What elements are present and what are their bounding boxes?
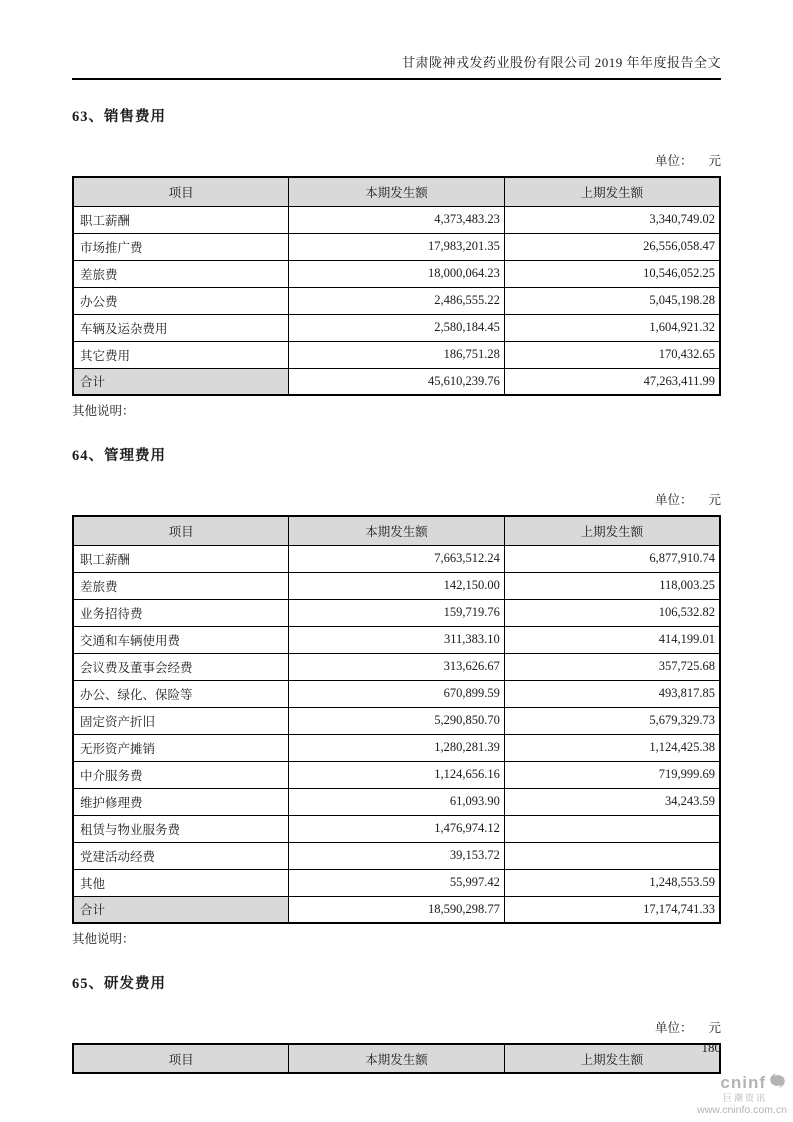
cninfo-brand-text: cninf	[720, 1072, 766, 1092]
expense-table	[72, 515, 721, 924]
expense-table-head	[73, 1044, 720, 1073]
current-period-cell: 670,899.59	[289, 680, 505, 707]
item-cell: 维护修理费	[73, 788, 289, 815]
prior-period-cell	[504, 815, 720, 842]
item-cell: 车辆及运杂费用	[73, 314, 289, 341]
column-header-2: 本期发生额	[289, 1044, 505, 1073]
prior-period-cell: 170,432.65	[504, 341, 720, 368]
section-heading: 64、管理费用	[72, 448, 166, 464]
prior-period-cell: 5,045,198.28	[504, 287, 720, 314]
prior-period-cell: 414,199.01	[504, 626, 720, 653]
unit-label: 单位：	[654, 154, 693, 168]
item-cell: 差旅费	[73, 260, 289, 287]
item-cell: 合计	[73, 368, 289, 395]
expense-table-body	[73, 206, 720, 395]
prior-period-cell: 6,877,910.74	[504, 545, 720, 572]
item-cell: 中介服务费	[73, 761, 289, 788]
section-2	[72, 444, 721, 947]
current-period-cell: 4,373,483.23	[289, 206, 505, 233]
item-cell: 市场推广费	[73, 233, 289, 260]
current-period-cell: 159,719.76	[289, 599, 505, 626]
expense-table-head	[73, 177, 720, 206]
table-row	[73, 815, 720, 842]
table-row	[73, 707, 720, 734]
table-row	[73, 260, 720, 287]
prior-period-cell: 1,604,921.32	[504, 314, 720, 341]
expense-table-head	[73, 516, 720, 545]
unit-value: 元	[708, 154, 721, 168]
cninfo-url: www.cninfo.com.cn	[697, 1104, 787, 1117]
current-period-cell: 18,000,064.23	[289, 260, 505, 287]
current-period-cell: 142,150.00	[289, 572, 505, 599]
current-period-cell: 313,626.67	[289, 653, 505, 680]
prior-period-cell: 1,248,553.59	[504, 869, 720, 896]
table-row	[73, 287, 720, 314]
header-row	[73, 177, 720, 206]
expense-table	[72, 176, 721, 396]
current-period-cell: 186,751.28	[289, 341, 505, 368]
column-header-1: 项目	[73, 516, 289, 545]
cninfo-swirl-icon	[768, 1072, 787, 1094]
item-cell: 职工薪酬	[73, 206, 289, 233]
report-header	[72, 0, 721, 80]
item-cell: 差旅费	[73, 572, 289, 599]
table-row	[73, 626, 720, 653]
current-period-cell: 1,476,974.12	[289, 815, 505, 842]
item-cell: 办公费	[73, 287, 289, 314]
prior-period-cell: 10,546,052.25	[504, 260, 720, 287]
prior-period-cell: 1,124,425.38	[504, 734, 720, 761]
column-header-1: 项目	[73, 177, 289, 206]
current-period-cell: 17,983,201.35	[289, 233, 505, 260]
item-cell: 其他	[73, 869, 289, 896]
column-header-1: 项目	[73, 1044, 289, 1073]
current-period-cell: 2,486,555.22	[289, 287, 505, 314]
other-notes: 其他说明：	[72, 404, 135, 418]
current-period-cell: 45,610,239.76	[289, 368, 505, 395]
table-row	[73, 734, 720, 761]
column-header-3: 上期发生额	[504, 516, 720, 545]
current-period-cell: 5,290,850.70	[289, 707, 505, 734]
table-row	[73, 314, 720, 341]
item-cell: 合计	[73, 896, 289, 923]
table-row	[73, 233, 720, 260]
prior-period-cell: 47,263,411.99	[504, 368, 720, 395]
page-number: 180	[701, 1040, 721, 1055]
prior-period-cell: 26,556,058.47	[504, 233, 720, 260]
column-header-2: 本期发生额	[289, 177, 505, 206]
table-row	[73, 572, 720, 599]
unit-line	[72, 490, 721, 508]
section-3	[72, 972, 721, 1074]
current-period-cell: 7,663,512.24	[289, 545, 505, 572]
header-row	[73, 516, 720, 545]
cninfo-logo	[697, 1072, 787, 1116]
table-row	[73, 653, 720, 680]
table-row	[73, 761, 720, 788]
current-period-cell: 1,124,656.16	[289, 761, 505, 788]
current-period-cell: 2,580,184.45	[289, 314, 505, 341]
current-period-cell: 1,280,281.39	[289, 734, 505, 761]
prior-period-cell: 357,725.68	[504, 653, 720, 680]
section-heading: 63、销售费用	[72, 109, 166, 125]
item-cell: 办公、绿化、保险等	[73, 680, 289, 707]
document-body	[72, 105, 721, 1074]
cninfo-chinese-name: 巨潮资讯	[722, 1092, 767, 1103]
other-notes: 其他说明：	[72, 932, 135, 946]
column-header-3: 上期发生额	[504, 1044, 720, 1073]
item-cell: 会议费及董事会经费	[73, 653, 289, 680]
item-cell: 业务招待费	[73, 599, 289, 626]
section-heading: 65、研发费用	[72, 976, 166, 992]
unit-line	[72, 151, 721, 169]
expense-table	[72, 1043, 721, 1074]
prior-period-cell	[504, 842, 720, 869]
header-row	[73, 1044, 720, 1073]
unit-label: 单位：	[654, 1021, 693, 1035]
unit-value: 元	[708, 493, 721, 507]
table-row	[73, 599, 720, 626]
prior-period-cell: 17,174,741.33	[504, 896, 720, 923]
current-period-cell: 61,093.90	[289, 788, 505, 815]
current-period-cell: 55,997.42	[289, 869, 505, 896]
unit-value: 元	[708, 1021, 721, 1035]
table-row	[73, 788, 720, 815]
item-cell: 职工薪酬	[73, 545, 289, 572]
cninfo-logo-row	[697, 1072, 787, 1094]
current-period-cell: 311,383.10	[289, 626, 505, 653]
item-cell: 固定资产折旧	[73, 707, 289, 734]
total-row	[73, 368, 720, 395]
column-header-3: 上期发生额	[504, 177, 720, 206]
unit-label: 单位：	[654, 493, 693, 507]
prior-period-cell: 5,679,329.73	[504, 707, 720, 734]
prior-period-cell: 3,340,749.02	[504, 206, 720, 233]
prior-period-cell: 719,999.69	[504, 761, 720, 788]
current-period-cell: 39,153.72	[289, 842, 505, 869]
unit-line	[72, 1018, 721, 1036]
table-row	[73, 206, 720, 233]
item-cell: 其它费用	[73, 341, 289, 368]
table-row	[73, 842, 720, 869]
item-cell: 无形资产摊销	[73, 734, 289, 761]
item-cell: 交通和车辆使用费	[73, 626, 289, 653]
table-row	[73, 545, 720, 572]
item-cell: 租赁与物业服务费	[73, 815, 289, 842]
table-row	[73, 869, 720, 896]
item-cell: 党建活动经费	[73, 842, 289, 869]
table-row	[73, 341, 720, 368]
prior-period-cell: 34,243.59	[504, 788, 720, 815]
current-period-cell: 18,590,298.77	[289, 896, 505, 923]
prior-period-cell: 493,817.85	[504, 680, 720, 707]
column-header-2: 本期发生额	[289, 516, 505, 545]
section-1	[72, 105, 721, 419]
expense-table-body	[73, 545, 720, 923]
prior-period-cell: 106,532.82	[504, 599, 720, 626]
table-row	[73, 680, 720, 707]
report-title: 甘肃陇神戎发药业股份有限公司 2019 年年度报告全文	[401, 55, 721, 70]
total-row	[73, 896, 720, 923]
prior-period-cell: 118,003.25	[504, 572, 720, 599]
